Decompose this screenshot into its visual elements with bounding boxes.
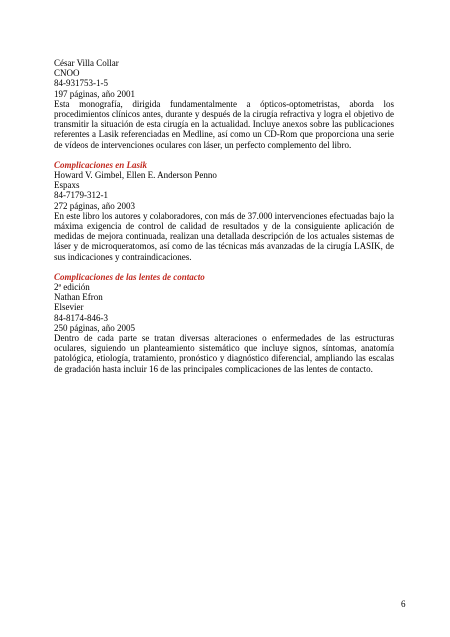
book-pages-year: 197 páginas, año 2001	[54, 88, 135, 99]
book-entry	[54, 58, 394, 150]
book-isbn: 84-8174-846-3	[54, 312, 108, 323]
book-publisher: Espaxs	[54, 180, 80, 191]
book-entry	[54, 160, 394, 262]
book-edition: 2ª edición	[54, 282, 90, 293]
book-author: Howard V. Gimbel, Ellen E. Anderson Penno	[54, 170, 217, 181]
book-pages-year: 250 páginas, año 2005	[54, 322, 135, 333]
book-title: Complicaciones en Lasik	[54, 159, 147, 170]
book-title: Complicaciones de las lentes de contacto	[54, 271, 205, 282]
book-list	[54, 58, 394, 384]
book-entry	[54, 272, 394, 374]
book-description: En este libro los autores y colaboradores, con más de 37.000 intervenciones efectuadas bajo la máxima exigencia de control de calidad de resultados y de la consiguiente aplicación de medidas de mejora continuada, realizan una detallada descripción de los actuales sistemas de láser y de microqueratomos, así como de las técnicas más avanzadas de la cirugía LASIK, de sus indicaciones y contraindicaciones.	[54, 210, 394, 262]
book-pages-year: 272 páginas, año 2003	[54, 200, 135, 211]
book-description: Dentro de cada parte se tratan diversas alteraciones o enfermedades de las estructuras oculares, siguiendo un planteamiento sistemático que incluye signos, síntomas, anatomía patológica, etiología, tratamiento, pronóstico y diagnóstico diferencial, ampliando las escalas de gradación hasta incluir 16 de las principales complicaciones de las lentes de contacto.	[54, 333, 394, 374]
book-description: Esta monografía, dirigida fundamentalmente a ópticos-optometristas, aborda los procedimientos clínicos antes, durante y después de la cirugía refractiva y logra el objetivo de transmitir la situación de esta cirugía en la actualidad. Incluye anexos sobre las publicaciones referentes a Lasik referenciadas en Medline, así como un CD-Rom que proporciona una serie de vídeos de intervenciones oculares con láser, un perfecto complemento del libro.	[54, 98, 394, 150]
book-publisher: Elsevier	[54, 302, 84, 313]
book-author: César Villa Collar	[54, 58, 119, 68]
book-isbn: 84-7179-312-1	[54, 190, 108, 201]
book-publisher: CNOO	[54, 68, 80, 79]
book-author: Nathan Efron	[54, 292, 103, 303]
book-isbn: 84-931753-1-5	[54, 78, 108, 89]
page-number: 6	[401, 599, 406, 609]
